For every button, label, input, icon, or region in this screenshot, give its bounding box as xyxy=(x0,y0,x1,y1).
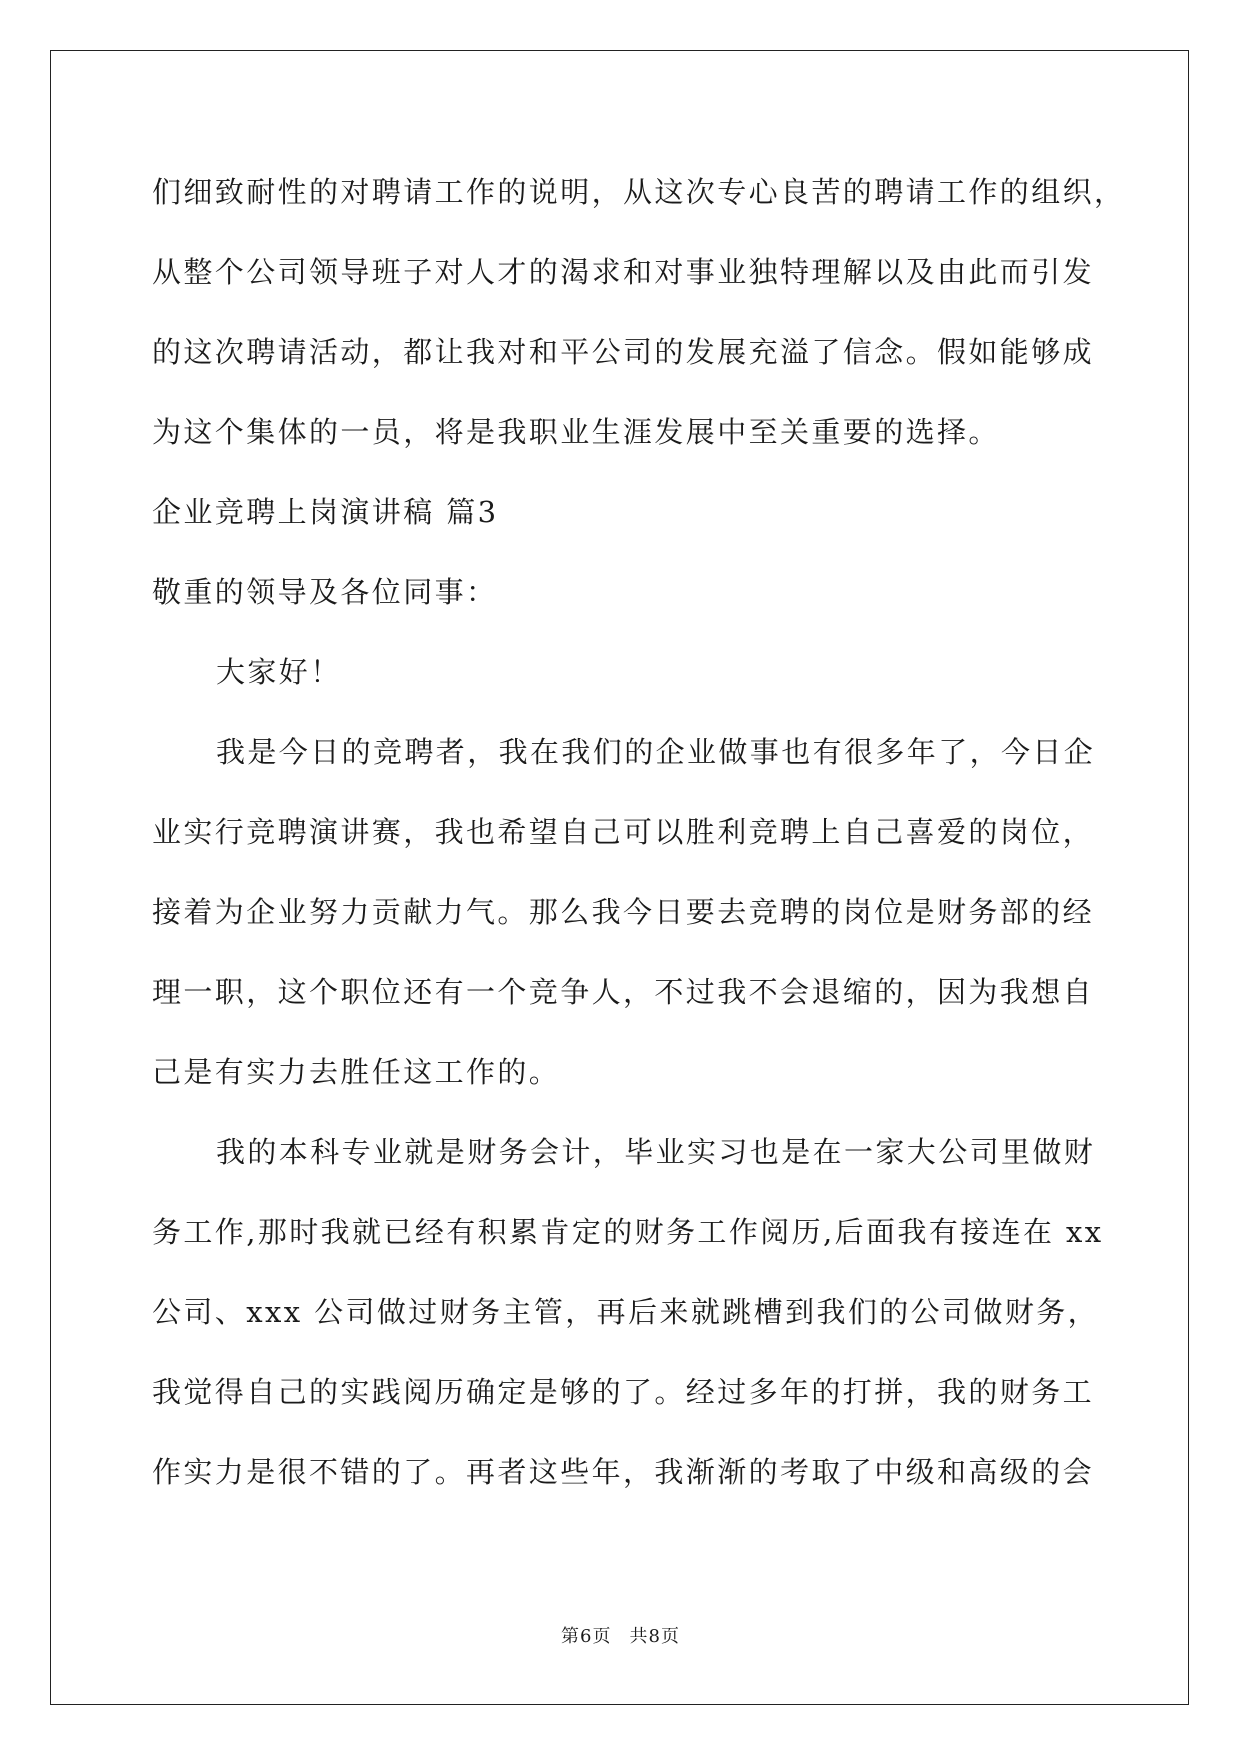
text-line: 我是今日的竞聘者，我在我们的企业做事也有很多年了，今日企 xyxy=(216,735,1096,769)
text-line: 们细致耐性的对聘请工作的说明，从这次专心良苦的聘请工作的组织， xyxy=(152,175,1126,209)
text-line: 从整个公司领导班子对人才的渴求和对事业独特理解以及由此而引发 xyxy=(152,255,1095,289)
text-line: 业实行竞聘演讲赛，我也希望自己可以胜利竞聘上自己喜爱的岗位， xyxy=(152,815,1095,849)
greeting: 大家好！ xyxy=(216,655,342,689)
text-line: 己是有实力去胜任这工作的。 xyxy=(152,1055,561,1089)
page-number-total: 共8页 xyxy=(629,1626,680,1647)
text-line: 接着为企业努力贡献力气。那么我今日要去竞聘的岗位是财务部的经 xyxy=(152,895,1095,929)
text-line: 公司、xxx 公司做过财务主管，再后来就跳槽到我们的公司做财务， xyxy=(152,1295,1100,1329)
text-line: 为这个集体的一员，将是我职业生涯发展中至关重要的选择。 xyxy=(152,415,1000,449)
text-line: 我觉得自己的实践阅历确定是够的了。经过多年的打拼，我的财务工 xyxy=(152,1375,1095,1409)
text-line: 理一职，这个职位还有一个竞争人，不过我不会退缩的，因为我想自 xyxy=(152,975,1095,1009)
text-line: 我的本科专业就是财务会计，毕业实习也是在一家大公司里做财 xyxy=(216,1135,1096,1169)
salutation: 敬重的领导及各位同事： xyxy=(152,575,498,609)
page-number-current: 第6页 xyxy=(561,1626,612,1647)
text-line: 的这次聘请活动，都让我对和平公司的发展充溢了信念。假如能够成 xyxy=(152,335,1095,369)
page-footer xyxy=(0,1625,1241,1649)
section-heading: 企业竞聘上岗演讲稿 篇3 xyxy=(152,495,499,529)
text-line: 作实力是很不错的了。再者这些年，我渐渐的考取了中级和高级的会 xyxy=(152,1455,1095,1489)
text-line: 务工作,那时我就已经有积累肯定的财务工作阅历,后面我有接连在 xx xyxy=(152,1215,1104,1249)
